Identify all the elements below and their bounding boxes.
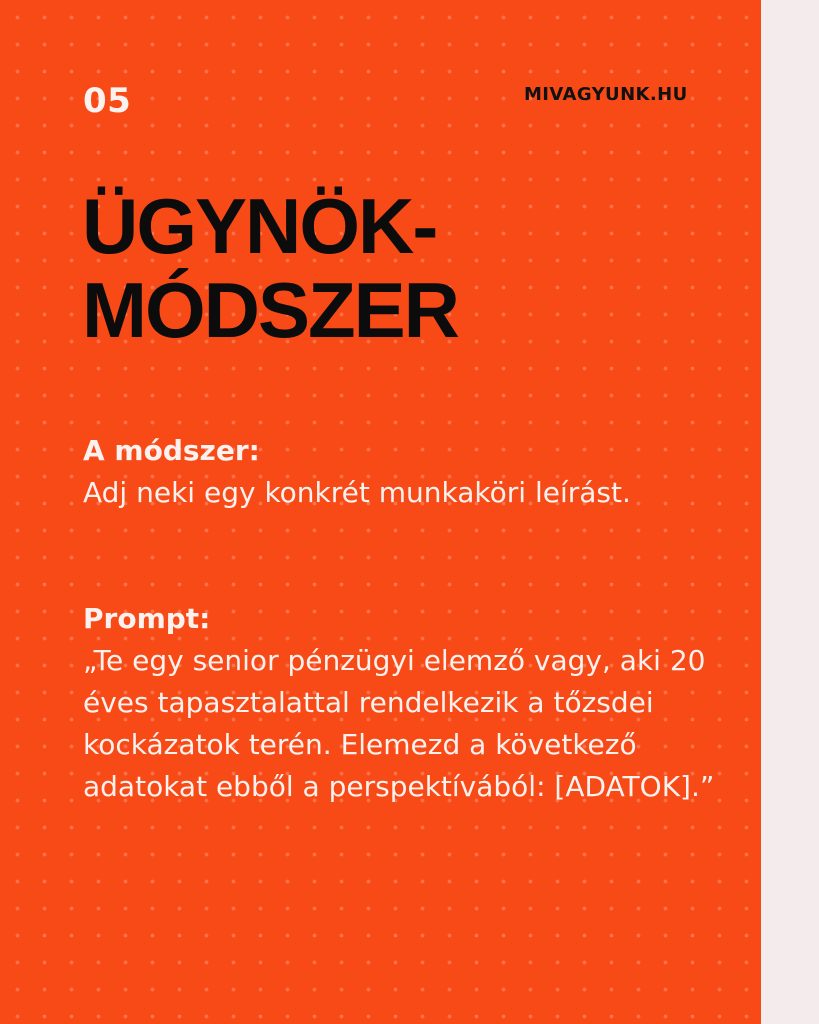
slide-number: 05: [83, 81, 132, 121]
method-label: A módszer:: [83, 434, 260, 467]
prompt-section: [83, 598, 748, 808]
slide-title-line-2: MÓDSZER: [82, 266, 458, 354]
prompt-label: Prompt:: [83, 602, 211, 635]
prompt-text: „Te egy senior pénzügyi elemző vagy, aki 20 éves tapasztalattal rendelkezik a tőzsdei kockázatok terén. Elemezd a következő adatokat ebből a perspektívából: [ADATOK].”: [83, 644, 715, 803]
site-name: MIVAGYUNK.HU: [524, 84, 688, 105]
slide-title-line-1: ÜGYNÖK-: [82, 182, 437, 270]
side-strip: [761, 0, 819, 1024]
slide-title: [82, 184, 458, 352]
method-section: [83, 430, 748, 514]
method-text: Adj neki egy konkrét munkaköri leírást.: [83, 476, 631, 509]
